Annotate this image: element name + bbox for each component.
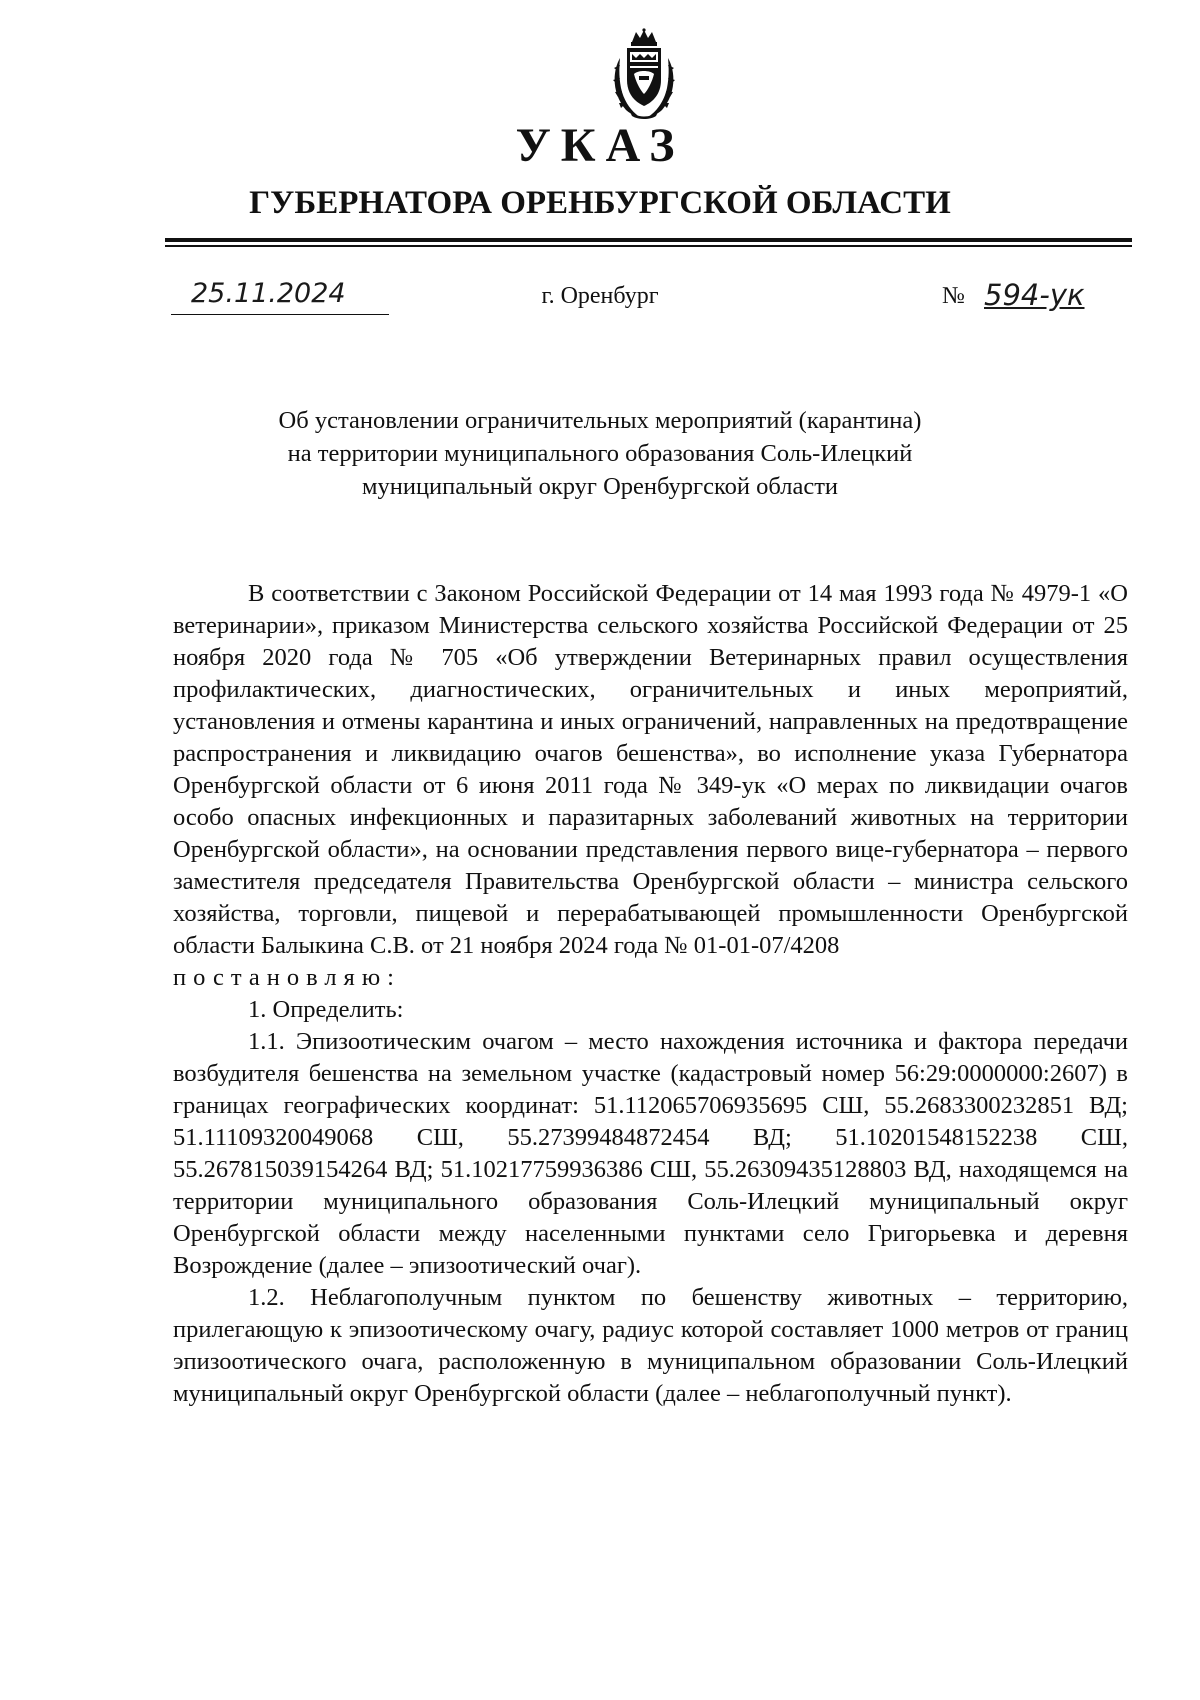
decree-number: 594-ук	[984, 278, 1085, 312]
decree-body	[173, 578, 1128, 1410]
preamble-paragraph: В соответствии с Законом Российской Федерации от 14 мая 1993 года № 4979-1 «О ветеринарии», приказом Министерства сельского хозяйства Российской Федерации от 25 ноября 2020 года № 705 «Об утверждении Ветеринарных правил осуществления профилактических, диагностических, ограничительных и иных мероприятий, установления и отмены карантина и иных ограничений, направленных на предотвращение распространения и ликвидацию очагов бешенства», во исполнение указа Губернатора Оренбургской области от 6 июня 2011 года № 349-ук «О мерах по ликвидации очагов особо опасных инфекционных и паразитарных заболеваний животных на территории Оренбургской области», на основании представления первого вице-губернатора – первого заместителя председателя Правительства Оренбургской области – министра сельского хозяйства, торговли, пищевой и перерабатывающей промышленности Оренбургской области Балыкина С.В. от 21 ноября 2024 года № 01-01-07/4208	[173, 580, 1128, 959]
decree-city: г. Оренбург	[541, 283, 659, 309]
header-divider-thick	[165, 238, 1132, 242]
item-1-1: 1.1. Эпизоотическим очагом – место нахождения источника и фактора передачи возбудителя бешенства на земельном участке (кадастровый номер 56:29:0000000:2607) в границах географических координат: 51.112065706935695 СШ, 55.2683300232851 ВД; 51.11109320049068 СШ, 55.27399484872454 ВД; 51.10201548152238 СШ, 55.267815039154264 ВД; 51.10217759936386 СШ, 55.26309435128803 ВД, находящемся на территории муниципального образования Соль-Илецкий муниципальный округ Оренбургской области между населенными пунктами село Григорьевка и деревня Возрождение (далее – эпизоотический очаг).	[173, 1028, 1128, 1279]
decree-title: УКАЗ	[515, 119, 685, 172]
decree-subject	[0, 404, 1200, 503]
subject-line: Об установлении ограничительных мероприятий (карантина)	[278, 407, 922, 434]
issuing-authority: ГУБЕРНАТОРА ОРЕНБУРГСКОЙ ОБЛАСТИ	[249, 185, 951, 221]
decree-date: 25.11.2024	[191, 278, 346, 309]
number-sign: №	[942, 283, 965, 309]
subject-line: на территории муниципального образования Соль-Илецкий	[287, 440, 913, 467]
orenburg-coat-of-arms-icon	[606, 28, 682, 120]
header-divider-thin	[165, 245, 1132, 247]
subject-line: муниципальный округ Оренбургской области	[361, 473, 839, 500]
item-1: 1. Определить:	[248, 996, 404, 1023]
decree-number-block	[942, 276, 1152, 324]
resolution-word: постановляю:	[173, 964, 401, 991]
item-1-2: 1.2. Неблагополучным пунктом по бешенству животных – территорию, прилегающую к эпизоотическому очагу, радиус которой составляет 1000 метров от границ эпизоотического очага, расположенную в муниципальном образовании Соль-Илецкий муниципальный округ Оренбургской области (далее – неблагополучный пункт).	[173, 1284, 1128, 1407]
